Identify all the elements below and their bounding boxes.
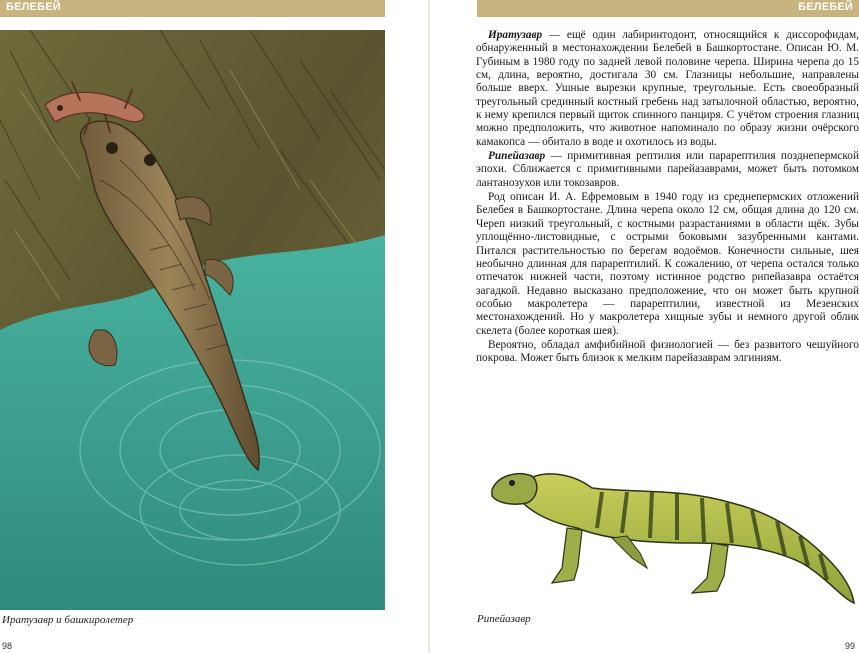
left-page [0,0,429,653]
body-text [476,29,859,367]
rhipaeosaurus-illustration [482,458,859,618]
right-page [430,0,859,653]
header-title-left: БЕЛЕБЕЙ [6,1,61,13]
paragraph-physiology [476,339,859,366]
paragraph-text: — ещё один лабиринтодонт, относящийся к диссорофидам, обнаруженный в местонахождении Белебей в Башкортостане. Описан Ю. М. Губиным в 1980 году по задней левой половине черепа. Ширина черепа до 15 см, длина, вероятно, достигала 30 см. Глазницы небольшие, направлены больше вверх. Ушные вырезки крупные, треугольные. Есть своеобразный треугольный срединный костный гребень над затылочной областью, вероятно, к нему крепился первый щиток спинного панциря. С учётом строения глазниц можно предположить, что животное напоминало по образу жизни очёрского камакопса — обитало в воде и охотилось из воды. [476,29,859,148]
running-header-right [477,0,859,17]
figure-caption-left: Иратузавр и башкиролетер [2,614,134,626]
running-header-left [0,0,385,17]
term-rhipaeosaurus: Рипейазавр [488,150,546,163]
paragraph-text: — примитивная рептилия или парарептилия позднепермской эпохи. Сближается с примитивными парейазаврами, может быть потомком лантанозухов или токозавров. [476,150,859,189]
header-title-right: БЕЛЕБЕЙ [798,1,853,13]
iratusaurus-illustration [0,30,385,610]
paragraph-rhipaeosaurus [476,150,859,190]
paragraph-description [476,191,859,338]
page-number-left: 98 [2,641,13,651]
page-number-right: 99 [844,641,855,651]
paragraph-text: Вероятно, обладал амфибийной физиологией — без развитого чешуйного покрова. Может быть близок к мелким парейазаврам элгиниям. [476,338,859,365]
paragraph-iratusaurus [476,29,859,149]
paragraph-text: Род описан И. А. Ефремовым в 1940 году из среднепермских отложений Белебея в Башкортостане. Длина черепа около 12 см, общая длина до 120 см. Череп низкий треугольный, с костными разрастаниями в области щёк. Зубы уплощённо-листовидные, с острыми боковыми зазубренными кантами. Питался растительностью по берегам водоёмов. Конечности сильные, шея необычно длинная для парарептилий. К сожалению, от черепа остался только отпечаток нижней части, поэтому истинное родство рипейазавра остаётся загадкой. Недавно высказано предположение, что он может быть крупной особью макролетера — парарептилии, известной из Мезенских местонахождений. Но у макролетера хищные зубы и немного другой облик скелета (более короткая шея). [476,191,859,337]
figure-caption-right: Рипейазавр [477,613,531,625]
term-iratusaurus: Иратузавр [488,29,543,41]
